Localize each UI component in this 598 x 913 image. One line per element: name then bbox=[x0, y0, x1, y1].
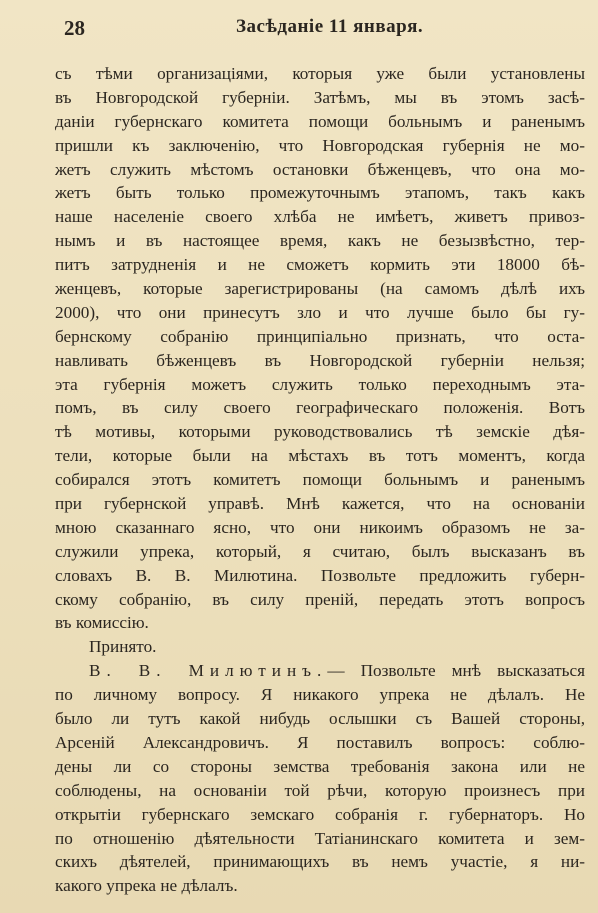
text-line: открытіи губернскаго земскаго собранія г. губернаторъ. Но bbox=[55, 804, 585, 824]
text-line: служили упрека, который, я считаю, былъ высказанъ въ bbox=[55, 541, 585, 561]
speaker-name: В. В. Милютинъ. bbox=[89, 661, 328, 681]
text-line: по личному вопросу. Я никакого упрека не дѣлалъ. Не bbox=[55, 685, 585, 705]
text-line: по отношенію дѣятельности Татіанинскаго комитета и зем- bbox=[55, 828, 585, 848]
text-line: эта губернія можетъ служить только переходнымъ эта- bbox=[55, 374, 585, 394]
text-line: даніи губернскаго комитета помощи больнымъ и раненымъ bbox=[55, 111, 585, 131]
text-line: словахъ В. В. Милютина. Позвольте предложить губерн- bbox=[55, 565, 585, 585]
text-line bbox=[55, 659, 585, 683]
text-line: скому собранію, въ силу преній, передать этотъ вопросъ bbox=[55, 589, 585, 609]
text-line: какого упрека не дѣлалъ. bbox=[55, 876, 238, 896]
text-line: жетъ служить мѣстомъ остановки бѣженцевъ, что она мо- bbox=[55, 159, 585, 179]
body-text bbox=[55, 62, 585, 898]
text-line: дены ли со стороны земства требованія закона или не bbox=[55, 756, 585, 776]
paragraph bbox=[55, 635, 585, 659]
running-head: Засѣданіе 11 января. bbox=[236, 16, 424, 37]
text-line: Арсеній Александровичъ. Я поставилъ вопросъ: соблю- bbox=[55, 732, 585, 752]
text-line: нымъ и въ настоящее время, какъ не безызвѣстно, тер- bbox=[55, 231, 585, 251]
text-line: скихъ дѣятелей, принимающихъ въ немъ участіе, я ни- bbox=[55, 852, 585, 872]
text-line: навливать бѣженцевъ въ Новгородской губерніи нельзя; bbox=[55, 350, 585, 370]
text-line: въ комиссію. bbox=[55, 613, 149, 633]
text-line: Принято. bbox=[89, 637, 157, 657]
text-line: тѣ мотивы, которыми руководствовались тѣ земскіе дѣя- bbox=[55, 422, 585, 442]
text-line: собирался этотъ комитетъ помощи больнымъ и раненымъ bbox=[55, 470, 585, 490]
page-number: 28 bbox=[64, 16, 85, 40]
text-line: было ли тутъ какой нибудь ослышки съ Вашей стороны, bbox=[55, 709, 585, 729]
text-line: въ Новгородской губерніи. Затѣмъ, мы въ этомъ засѣ- bbox=[55, 87, 585, 107]
text-line: мною сказаннаго ясно, что они никоимъ образомъ не за- bbox=[55, 517, 585, 537]
text-line: съ тѣми организаціями, которыя уже были установлены bbox=[55, 64, 585, 83]
text-line: тели, которые были на мѣстахъ въ тотъ моментъ, когда bbox=[55, 446, 585, 466]
text-line: при губернской управѣ. Мнѣ кажется, что на основаніи bbox=[55, 494, 585, 514]
text-line: жетъ быть только промежуточнымъ этапомъ, такъ какъ bbox=[55, 183, 585, 203]
text-line: соблюдены, на основаніи той рѣчи, которую произнесъ при bbox=[55, 780, 585, 800]
paragraph bbox=[55, 62, 585, 635]
text-line: наше населеніе своего хлѣба не имѣетъ, живетъ привоз- bbox=[55, 207, 585, 227]
paragraph bbox=[55, 659, 585, 898]
page-header bbox=[64, 16, 424, 44]
text-line: пришли къ заключенію, что Новгородская губернія не мо- bbox=[55, 135, 585, 155]
text-line: 2000), что они принесутъ зло и что лучше было бы гу- bbox=[55, 302, 585, 322]
speech-text: — Позвольте мнѣ высказаться bbox=[327, 661, 585, 681]
text-line: бернскому собранію принципіально признать, что оста- bbox=[55, 326, 585, 346]
text-line: женцевъ, которые зарегистрированы (на самомъ дѣлѣ ихъ bbox=[55, 279, 585, 299]
text-line: питъ затрудненія и не сможетъ кормить эти 18000 бѣ- bbox=[55, 255, 585, 275]
text-line: помъ, въ силу своего географическаго положенія. Вотъ bbox=[55, 398, 585, 418]
